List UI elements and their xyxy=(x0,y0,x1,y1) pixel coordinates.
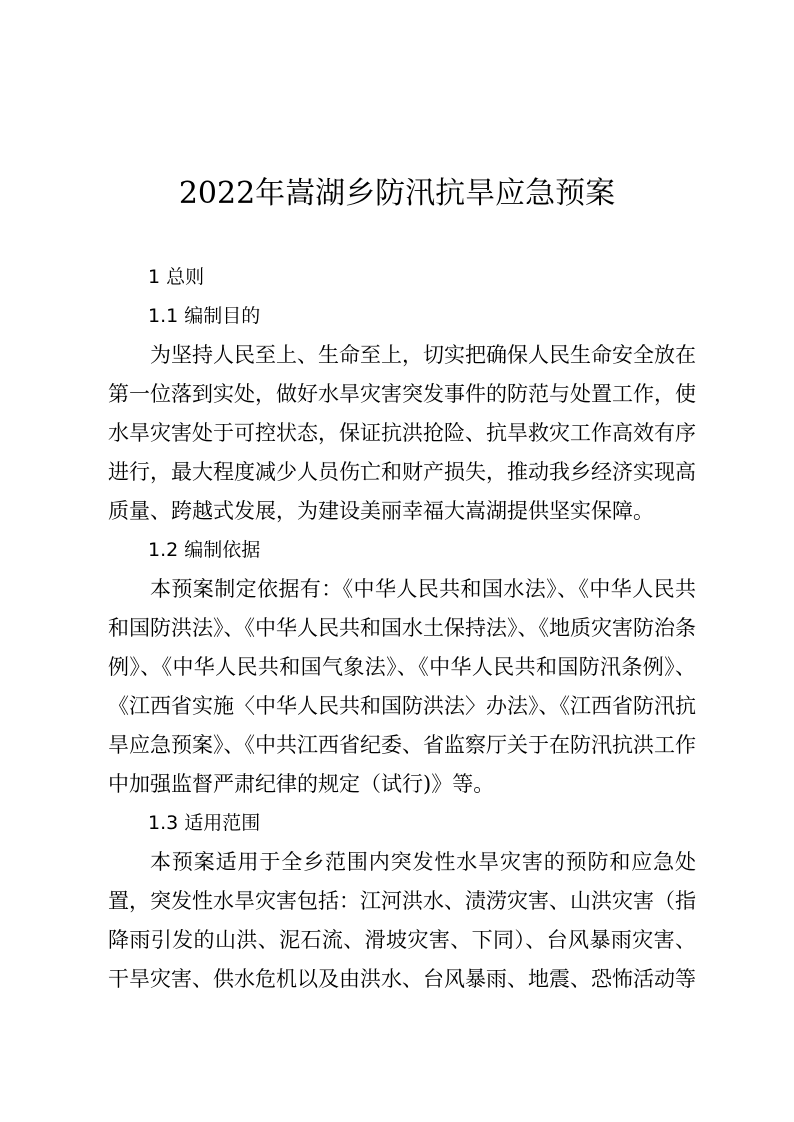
text-line: 和国防洪法》、《中华人民共和国水土保持法》、《地质灾害防治条 xyxy=(108,616,696,640)
text-line: 质量、跨越式发展，为建设美丽幸福大嵩湖提供坚实保障。 xyxy=(108,499,654,523)
paragraph-basis xyxy=(108,570,696,804)
text-line: 水旱灾害处于可控状态，保证抗洪抢险、抗旱救灾工作高效有序 xyxy=(108,421,696,445)
text-line: 本预案制定依据有：《中华人民共和国水法》、《中华人民共 xyxy=(150,577,696,601)
section-heading-purpose: 1.1 编制目的 xyxy=(148,305,261,327)
text-line: 为坚持人民至上、生命至上，切实把确保人民生命安全放在 xyxy=(150,343,696,367)
text-line: 本预案适用于全乡范围内突发性水旱灾害的预防和应急处 xyxy=(150,850,696,874)
section-heading-basis: 1.2 编制依据 xyxy=(148,539,261,561)
text-line: 旱应急预案》、《中共江西省纪委、省监察厅关于在防汛抗洪工作 xyxy=(108,733,696,757)
text-line: 《江西省实施〈中华人民共和国防洪法〉办法》、《江西省防汛抗 xyxy=(108,694,696,718)
text-line: 降雨引发的山洪、泥石流、滑坡灾害、下同）、台风暴雨灾害、 xyxy=(108,928,696,952)
document-body xyxy=(108,258,696,999)
text-line: 置，突发性水旱灾害包括：江河洪水、渍涝灾害、山洪灾害（指 xyxy=(108,889,696,913)
text-line: 干旱灾害、供水危机以及由洪水、台风暴雨、地震、恐怖活动等 xyxy=(108,967,696,991)
text-line: 例》、《中华人民共和国气象法》、《中华人民共和国防汛条例》、 xyxy=(108,655,696,679)
section-heading-general: 1 总则 xyxy=(148,266,205,288)
text-line: 中加强监督严肃纪律的规定（试行)》等。 xyxy=(108,772,495,796)
section-heading-scope: 1.3 适用范围 xyxy=(148,812,261,834)
document-title: 2022年嵩湖乡防汛抗旱应急预案 xyxy=(178,176,616,211)
paragraph-scope xyxy=(108,843,696,999)
text-line: 第一位落到实处，做好水旱灾害突发事件的防范与处置工作，使 xyxy=(108,382,696,406)
text-line: 进行，最大程度减少人员伤亡和财产损失，推动我乡经济实现高 xyxy=(108,460,696,484)
paragraph-purpose xyxy=(108,336,696,531)
